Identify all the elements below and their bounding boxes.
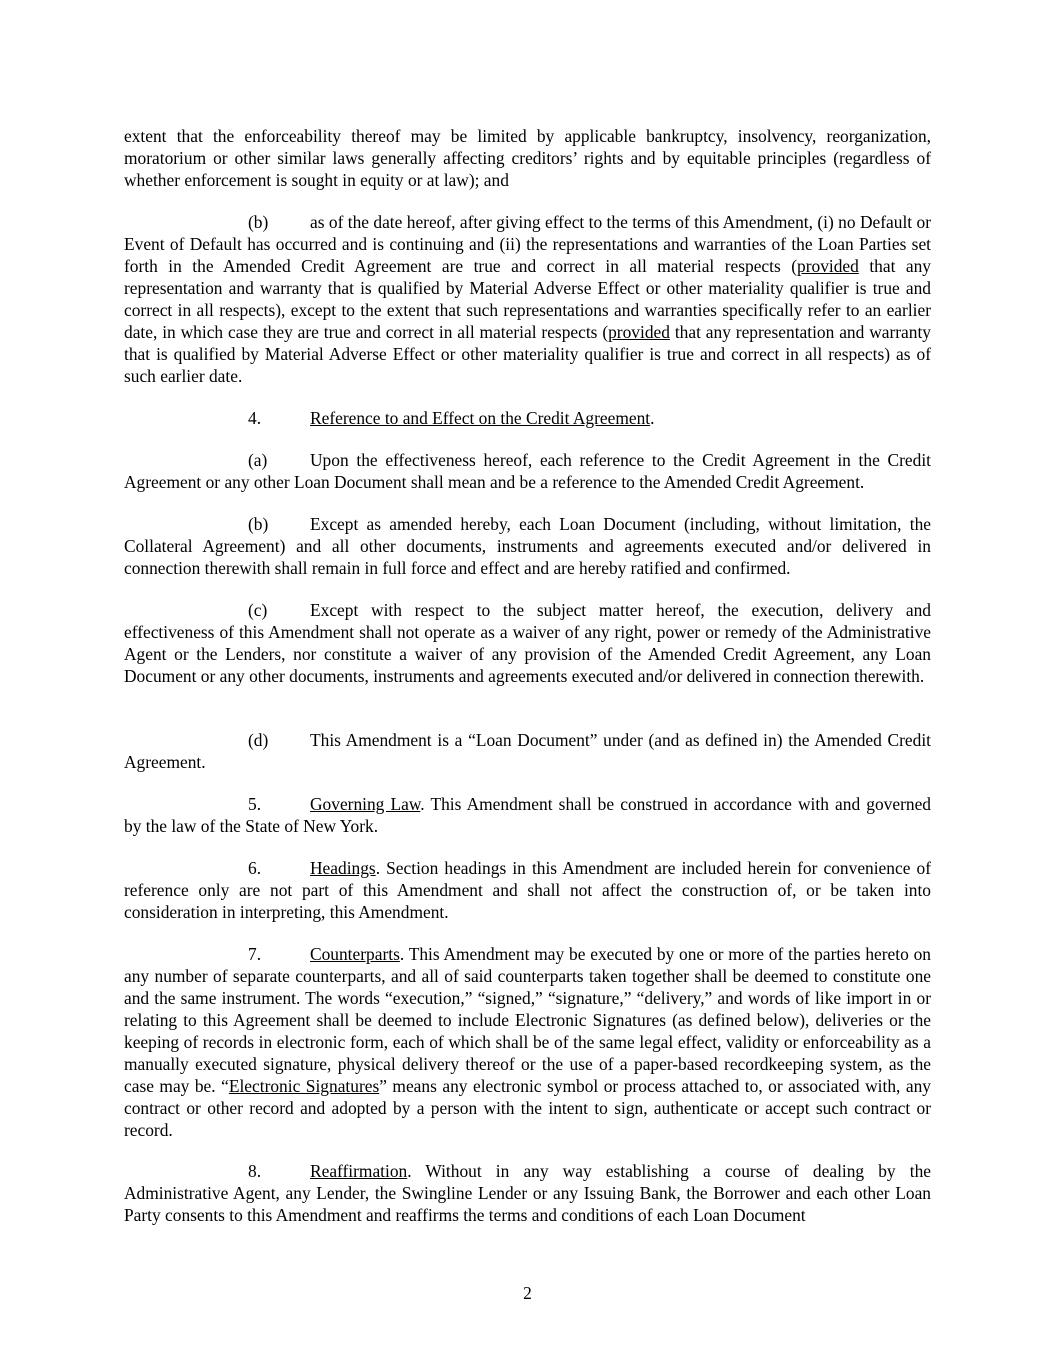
section-8: 8. Reaffirmation. Without in any way establishing a course of dealing by the Administrative Agent, any Lender, the Swingline Lender or any Issuing Bank, the Borrower and each other Loan Party consents to this Amendment and reaffirms the terms and conditions of each Loan Document (124, 1161, 931, 1225)
defined-term: provided (797, 256, 859, 276)
section-number: 4. (248, 408, 262, 428)
section-7: 7. Counterparts. This Amendment may be executed by one or more of the parties hereto on any number of separate counterparts, and all of said counterparts taken together shall be deemed to constitute one and the same instrument. The words “execution,” “signed,” “signature,” “delivery,” and words of like import in or relating to this Agreement shall be deemed to include Electronic Signatures (as defined below), deliveries or the keeping of records in electronic form, each of which shall be of the same legal effect, validity or enforceability as a manually executed signature, physical delivery thereof or the use of a paper-based recordkeeping system, as the case may be. “Electronic Signatures” means any electronic symbol or process attached to, or associated with, any contract or other record and adopted by a person with the intent to sign, authenticate or accept such contract or record. (124, 944, 931, 1140)
section-heading: Headings (310, 858, 376, 878)
paragraph-4a: (a) Upon the effectiveness hereof, each reference to the Credit Agreement in the Credit Agreement or any other Loan Document shall mean and be a reference to the Amended Credit Agreement. (124, 450, 931, 492)
section-6: 6. Headings. Section headings in this Amendment are included herein for convenience of reference only are not part of this Amendment and shall not affect the construction of, or be taken into consideration in interpreting, this Amendment. (124, 858, 931, 922)
section-5: 5. Governing Law. This Amendment shall be construed in accordance with and governed by the law of the State of New York. (124, 794, 931, 836)
defined-term: provided (608, 322, 670, 342)
paragraph-3b: (b) as of the date hereof, after giving effect to the terms of this Amendment, (i) no Default or Event of Default has occurred and is continuing and (ii) the representations and warranties of the Loan Parties set forth in the Amended Credit Agreement are true and correct in all material respects (provided that any representation and warranty that is qualified by Material Adverse Effect or other materiality qualifier is true and correct in all respects), except to the extent that such representations and warranties specifically refer to an earlier date, in which case they are true and correct in all material respects (provided that any representation and warranty that is qualified by Material Adverse Effect or other materiality qualifier is true and correct in all respects) as of such earlier date. (124, 212, 931, 386)
section-heading: Counterparts (310, 944, 400, 964)
paragraph-continuation: extent that the enforceability thereof may be limited by applicable bankruptcy, insolvency, reorganization, moratorium or other similar laws generally affecting creditors’ rights and by equitable principles (regardless of whether enforcement is sought in equity or at law); and (124, 126, 931, 190)
section-heading: Reference to and Effect on the Credit Agreement (310, 408, 651, 428)
paragraph-4b: (b) Except as amended hereby, each Loan Document (including, without limitation, the Collateral Agreement) and all other documents, instruments and agreements executed and/or delivered in connection therewith shall remain in full force and effect and are hereby ratified and confirmed. (124, 514, 931, 578)
section-number: 7. (248, 944, 262, 964)
section-number: 6. (248, 858, 262, 878)
defined-term: Electronic Signatures (228, 1076, 380, 1096)
paragraph-label: (b) (248, 212, 269, 232)
section-heading: Governing Law (310, 794, 421, 814)
paragraph-label: (a) (248, 450, 268, 470)
section-number: 8. (248, 1161, 262, 1181)
paragraph-label: (b) (248, 514, 269, 534)
section-4-heading: 4. Reference to and Effect on the Credit Agreement. (248, 408, 655, 428)
section-number: 5. (248, 794, 262, 814)
paragraph-label: (c) (248, 600, 268, 620)
section-heading: Reaffirmation (310, 1161, 408, 1181)
paragraph-4c: (c) Except with respect to the subject matter hereof, the execution, delivery and effectiveness of this Amendment shall not operate as a waiver of any right, power or remedy of the Administrative Agent or the Lenders, nor constitute a waiver of any provision of the Amended Credit Agreement, any Loan Document or any other documents, instruments and agreements executed and/or delivered in connection therewith. (124, 600, 931, 686)
page-number: 2 (523, 1283, 532, 1303)
paragraph-label: (d) (248, 730, 269, 750)
paragraph-4d: (d) This Amendment is a “Loan Document” under (and as defined in) the Amended Credit Agreement. (124, 730, 931, 772)
